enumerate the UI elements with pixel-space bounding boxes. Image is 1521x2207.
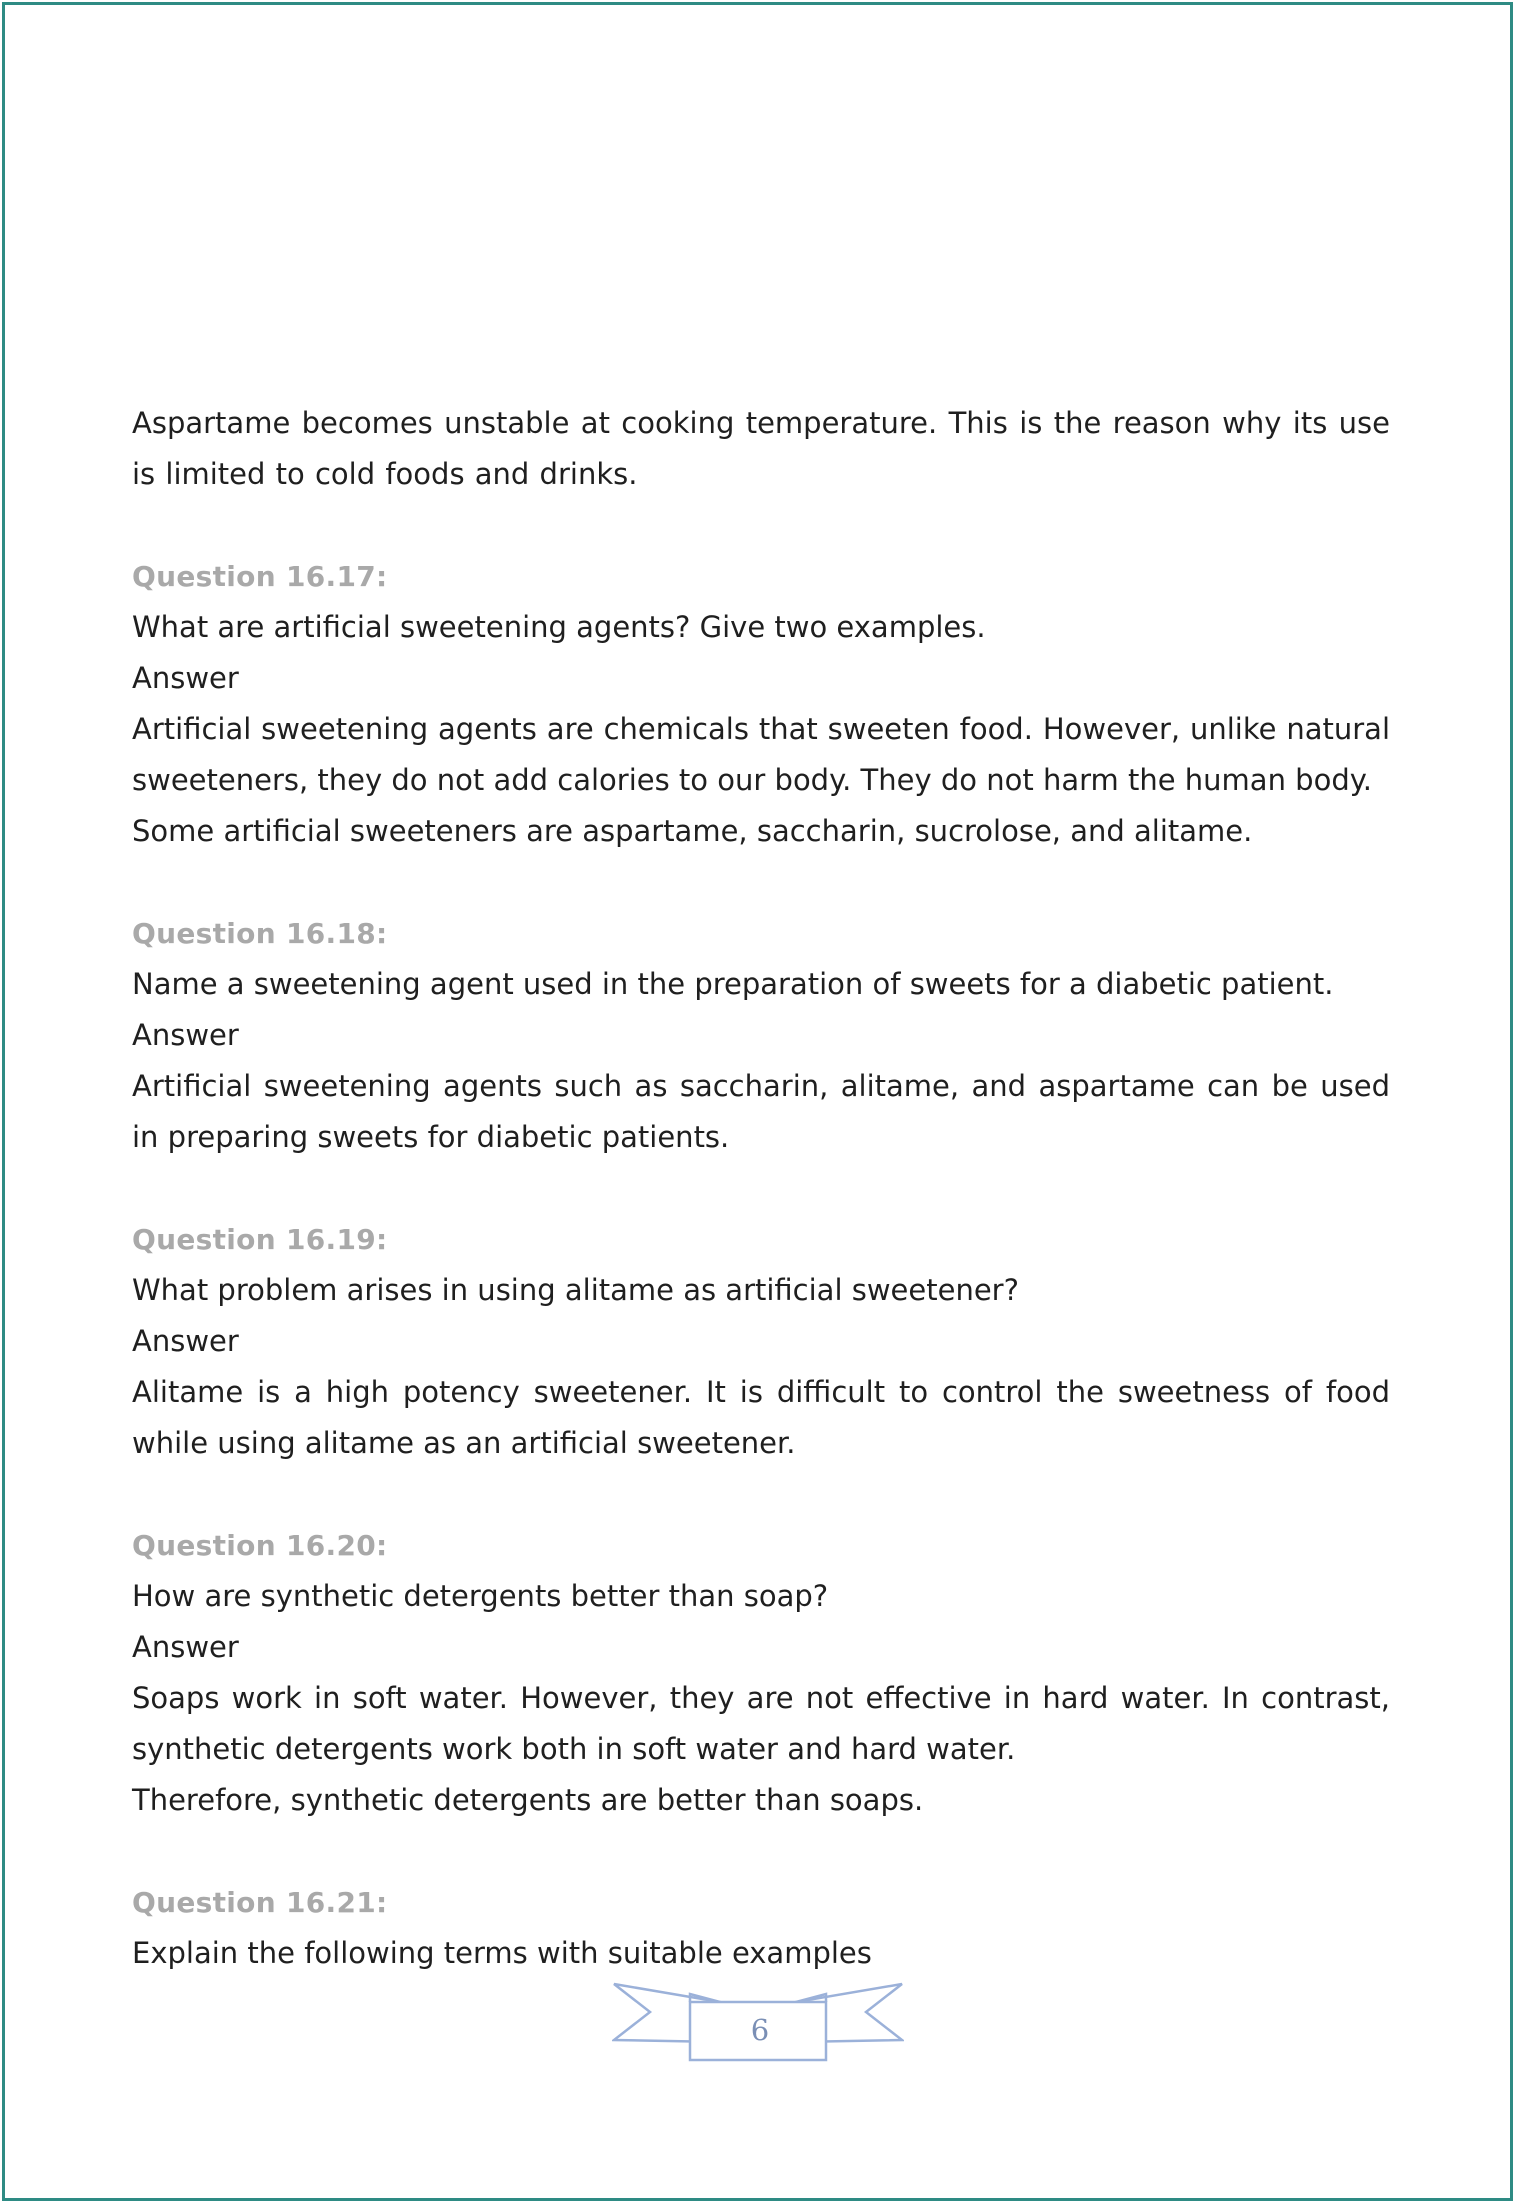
- document-body: [132, 398, 1390, 1979]
- question-heading: Question 16.21:: [132, 1886, 388, 1919]
- answer-text: Soaps work in soft water. However, they are not effective in hard water. In contrast, synthetic detergents work both in soft water and hard water.: [132, 1681, 1390, 1766]
- question-heading: Question 16.18:: [132, 917, 388, 950]
- question-text: Name a sweetening agent used in the preparation of sweets for a diabetic patient.: [132, 967, 1334, 1001]
- answer-label: Answer: [132, 1324, 239, 1358]
- question-heading: Question 16.19:: [132, 1223, 388, 1256]
- answer-text: Therefore, synthetic detergents are better than soaps.: [132, 1783, 924, 1817]
- page-number: 6: [750, 2013, 770, 2047]
- answer-text: Alitame is a high potency sweetener. It is difficult to control the sweetness of food while using alitame as an artificial sweetener.: [132, 1375, 1390, 1460]
- question-heading: Question 16.20:: [132, 1529, 388, 1562]
- question-block-16-17: [132, 551, 1390, 857]
- question-block-16-20: [132, 1520, 1390, 1826]
- question-block-16-19: [132, 1214, 1390, 1469]
- answer-label: Answer: [132, 1018, 239, 1052]
- question-block-16-18: [132, 908, 1390, 1163]
- answer-label: Answer: [132, 661, 239, 695]
- question-block-16-21: [132, 1877, 1390, 1979]
- question-text: What problem arises in using alitame as artificial sweetener?: [132, 1273, 1019, 1307]
- answer-text: Artificial sweetening agents are chemicals that sweeten food. However, unlike natural sweeteners, they do not add calories to our body. They do not harm the human body.: [132, 712, 1390, 797]
- answer-text: Some artificial sweeteners are aspartame, saccharin, sucrolose, and alitame.: [132, 814, 1253, 848]
- question-heading: Question 16.17:: [132, 560, 388, 593]
- question-text: What are artificial sweetening agents? Give two examples.: [132, 610, 986, 644]
- intro-paragraph: Aspartame becomes unstable at cooking temperature. This is the reason why its use is limited to cold foods and drinks.: [132, 406, 1390, 491]
- question-text: How are synthetic detergents better than soap?: [132, 1579, 829, 1613]
- question-text: Explain the following terms with suitable examples: [132, 1936, 872, 1970]
- answer-text: Artificial sweetening agents such as saccharin, alitame, and aspartame can be used in preparing sweets for diabetic patients.: [132, 1069, 1390, 1154]
- answer-label: Answer: [132, 1630, 239, 1664]
